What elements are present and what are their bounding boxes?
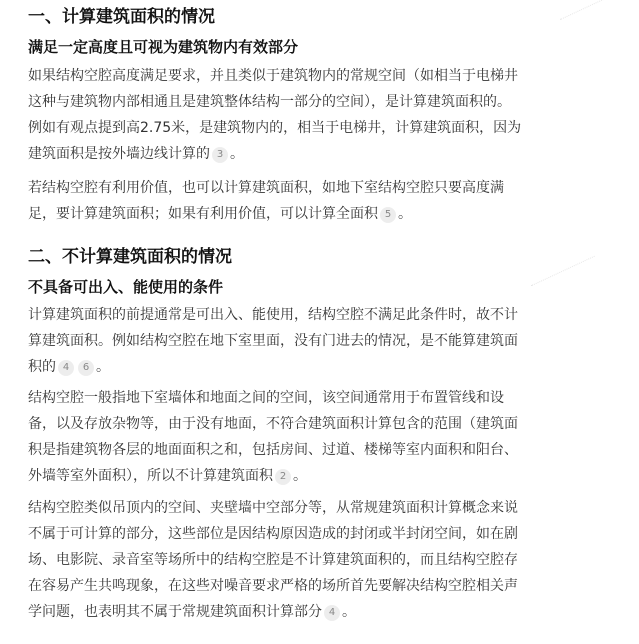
text-fragment: 学问题，也表明其不属于常规建筑面积计算部分 <box>28 604 322 620</box>
text-line <box>28 354 518 380</box>
citation-badge[interactable]: 4 <box>324 605 340 621</box>
punctuation: 。 <box>398 206 412 222</box>
text-line: 场、电影院、录音室等场所中的结构空腔是不计算建筑面积的，而且结构空腔存 <box>28 552 518 568</box>
text-fragment: 外墙等室外面积），所以不计算建筑面积 <box>28 468 273 484</box>
text-fragment: 建筑面积是按外墙边线计算的 <box>28 146 210 162</box>
text-line: 备，以及存放杂物等，由于没有地面，不符合建筑面积计算包含的范围（建筑面 <box>28 416 518 432</box>
text-line: 计算建筑面积的前提通常是可出入、能使用，结构空腔不满足此条件时，故不计 <box>28 307 518 323</box>
section1-subheading: 满足一定高度且可视为建筑物内有效部分 <box>28 38 299 56</box>
text-line: 算建筑面积。例如结构空腔在地下室里面，没有门进去的情况，是不能算建筑面 <box>28 333 518 349</box>
watermark-mark <box>560 0 610 29</box>
text-line <box>28 201 504 227</box>
text-fragment: 足，要计算建筑面积；如果有利用价值，可以计算全面积 <box>28 206 378 222</box>
citation-badge[interactable]: 4 <box>58 360 74 376</box>
citation-badge[interactable]: 5 <box>380 207 396 223</box>
citation-badge[interactable]: 3 <box>212 147 228 163</box>
citation-badge[interactable]: 2 <box>275 469 291 485</box>
text-line: 如果结构空腔高度满足要求，并且类似于建筑物内的常规空间（如相当于电梯井 <box>28 68 518 84</box>
text-line: 这种与建筑物内部相通且是建筑整体结构一部分的空间），是计算建筑面积的。 <box>28 94 511 110</box>
section2-subheading: 不具备可出入、能使用的条件 <box>28 278 224 296</box>
punctuation: 。 <box>230 146 244 162</box>
punctuation: 。 <box>96 359 110 375</box>
text-line: 不属于可计算的部分，这些部位是因结构原因造成的封闭或半封闭空间，如在剧 <box>28 526 518 542</box>
section2-paragraph-1 <box>28 302 518 380</box>
section2-paragraph-3 <box>28 495 518 625</box>
text-line: 例如有观点提到高2.75米，是建筑物内的，相当于电梯井，计算建筑面积，因为 <box>28 120 522 136</box>
watermark-mark <box>531 256 599 296</box>
text-line: 结构空腔类似吊顶内的空间、夹壁墙中空部分等，从常规建筑面积计算概念来说 <box>28 500 518 516</box>
section1-paragraph-2 <box>28 175 504 227</box>
text-line: 积是指建筑物各层的地面面积之和，包括房间、过道、楼梯等室内面积和阳台、 <box>28 442 518 458</box>
text-line: 结构空腔一般指地下室墙体和地面之间的空间，该空间通常用于布置管线和设 <box>28 390 504 406</box>
section1-heading: 一、计算建筑面积的情况 <box>28 7 215 27</box>
section1-paragraph-1 <box>28 63 521 167</box>
text-line: 若结构空腔有利用价值，也可以计算建筑面积，如地下室结构空腔只要高度满 <box>28 180 504 196</box>
text-line <box>28 463 518 489</box>
section2-heading: 二、不计算建筑面积的情况 <box>28 247 232 267</box>
text-line: 在容易产生共鸣现象，在这些对噪音要求严格的场所首先要解决结构空腔相关声 <box>28 578 518 594</box>
text-line <box>28 599 518 625</box>
text-line <box>28 141 521 167</box>
punctuation: 。 <box>342 604 356 620</box>
punctuation: 。 <box>293 468 307 484</box>
citation-badge[interactable]: 6 <box>78 360 94 376</box>
text-fragment: 积的 <box>28 359 56 375</box>
section2-paragraph-2 <box>28 385 518 489</box>
